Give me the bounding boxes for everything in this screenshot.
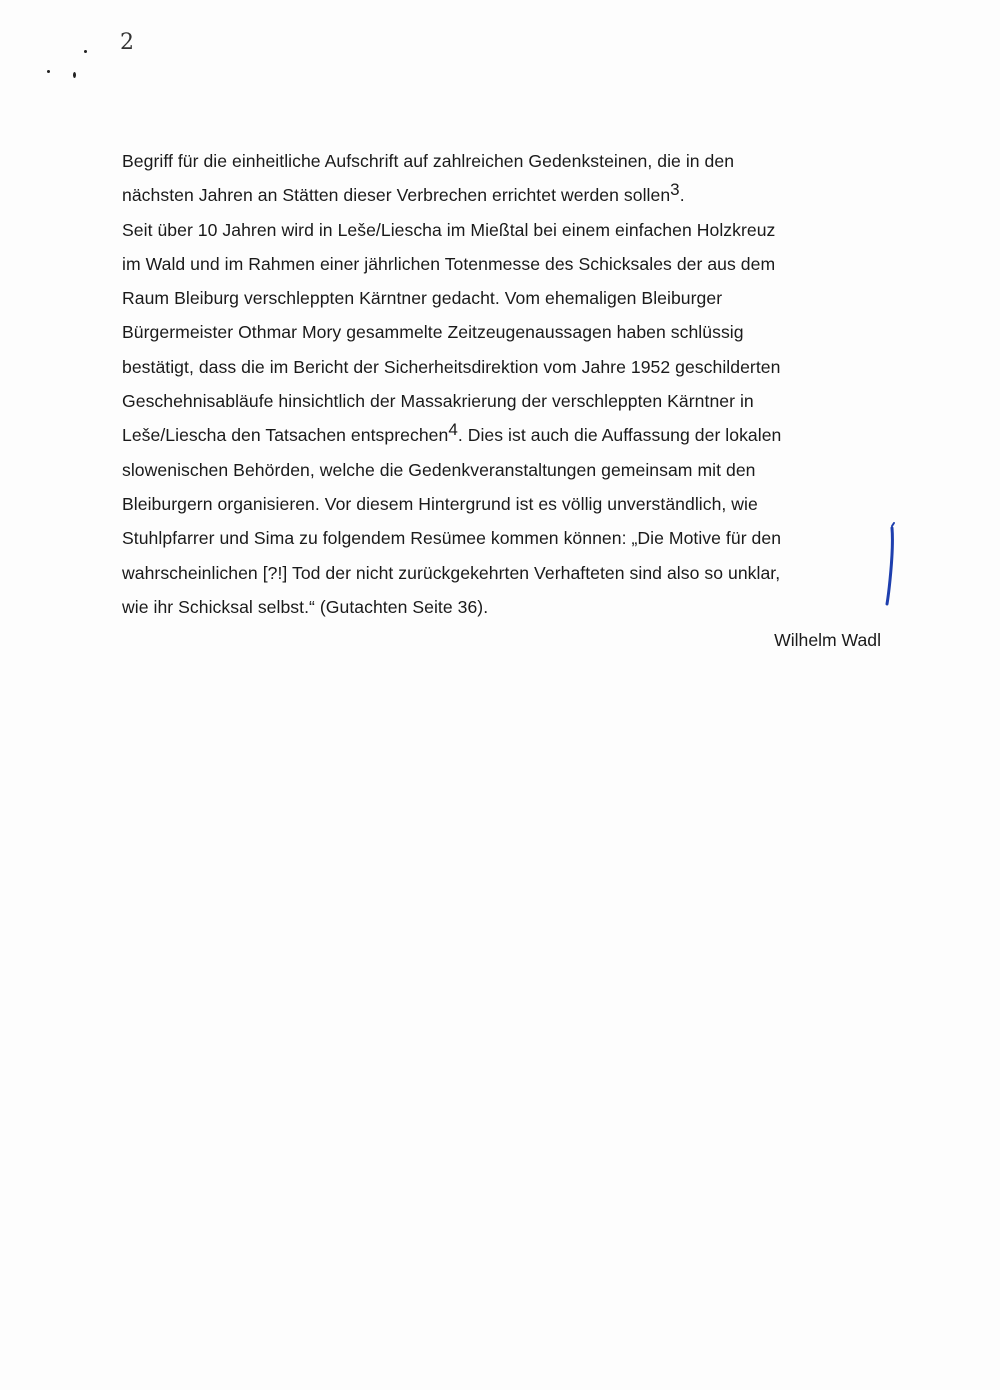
text-line: wahrscheinlichen [?!] Tod der nicht zurückgekehrten Verhafteten sind also so unklar, (122, 562, 781, 583)
footnote-ref: 3 (670, 180, 680, 200)
text-line: Leše/Liescha den Tatsachen entsprechen$^4$. Dies ist auch die Auffassung der lokalen (122, 420, 782, 446)
text-line: Begriff für die einheitliche Aufschrift auf zahlreichen Gedenksteinen, die in den (122, 151, 735, 171)
text-line: Bürgermeister Othmar Mory gesammelte Zeitzeugenaussagen haben schlüssig (122, 322, 744, 343)
text-line: slowenischen Behörden, welche die Gedenkveranstaltungen gemeinsam mit den (122, 459, 756, 480)
text-line: bestätigt, dass die im Bericht der Sicherheitsdirektion vom Jahre 1952 geschilderten (122, 356, 781, 377)
text-line: Bleiburgern organisieren. Vor diesem Hintergrund ist es völlig unverständlich, wie (122, 493, 758, 514)
margin-mark (880, 520, 910, 610)
scan-speck (84, 50, 87, 53)
body-paragraph (122, 144, 892, 624)
text-line: Geschehnisabläufe hinsichtlich der Massakrierung der verschleppten Kärntner in (122, 391, 754, 412)
page-number: 2 (120, 30, 134, 55)
scan-speck (47, 70, 50, 73)
text-line: Raum Bleiburg verschleppten Kärntner gedacht. Vom ehemaligen Bleiburger (122, 288, 723, 309)
text-line: Stuhlpfarrer und Sima zu folgendem Resümee kommen können: „Die Motive für den (122, 528, 782, 549)
author-signature: Wilhelm Wadl (774, 630, 881, 650)
scan-speck (73, 72, 76, 78)
text-line: im Wald und im Rahmen einer jährlichen Totenmesse des Schicksales der aus dem (122, 253, 776, 274)
footnote-ref: 4 (448, 420, 458, 440)
text-line: nächsten Jahren an Stätten dieser Verbrechen errichtet werden sollen$^3$. (122, 180, 685, 206)
text-line: Seit über 10 Jahren wird in Leše/Liescha im Mießtal bei einem einfachen Holzkreuz (122, 219, 776, 240)
text-line: wie ihr Schicksal selbst.“ (Gutachten Seite 36). (122, 596, 489, 617)
